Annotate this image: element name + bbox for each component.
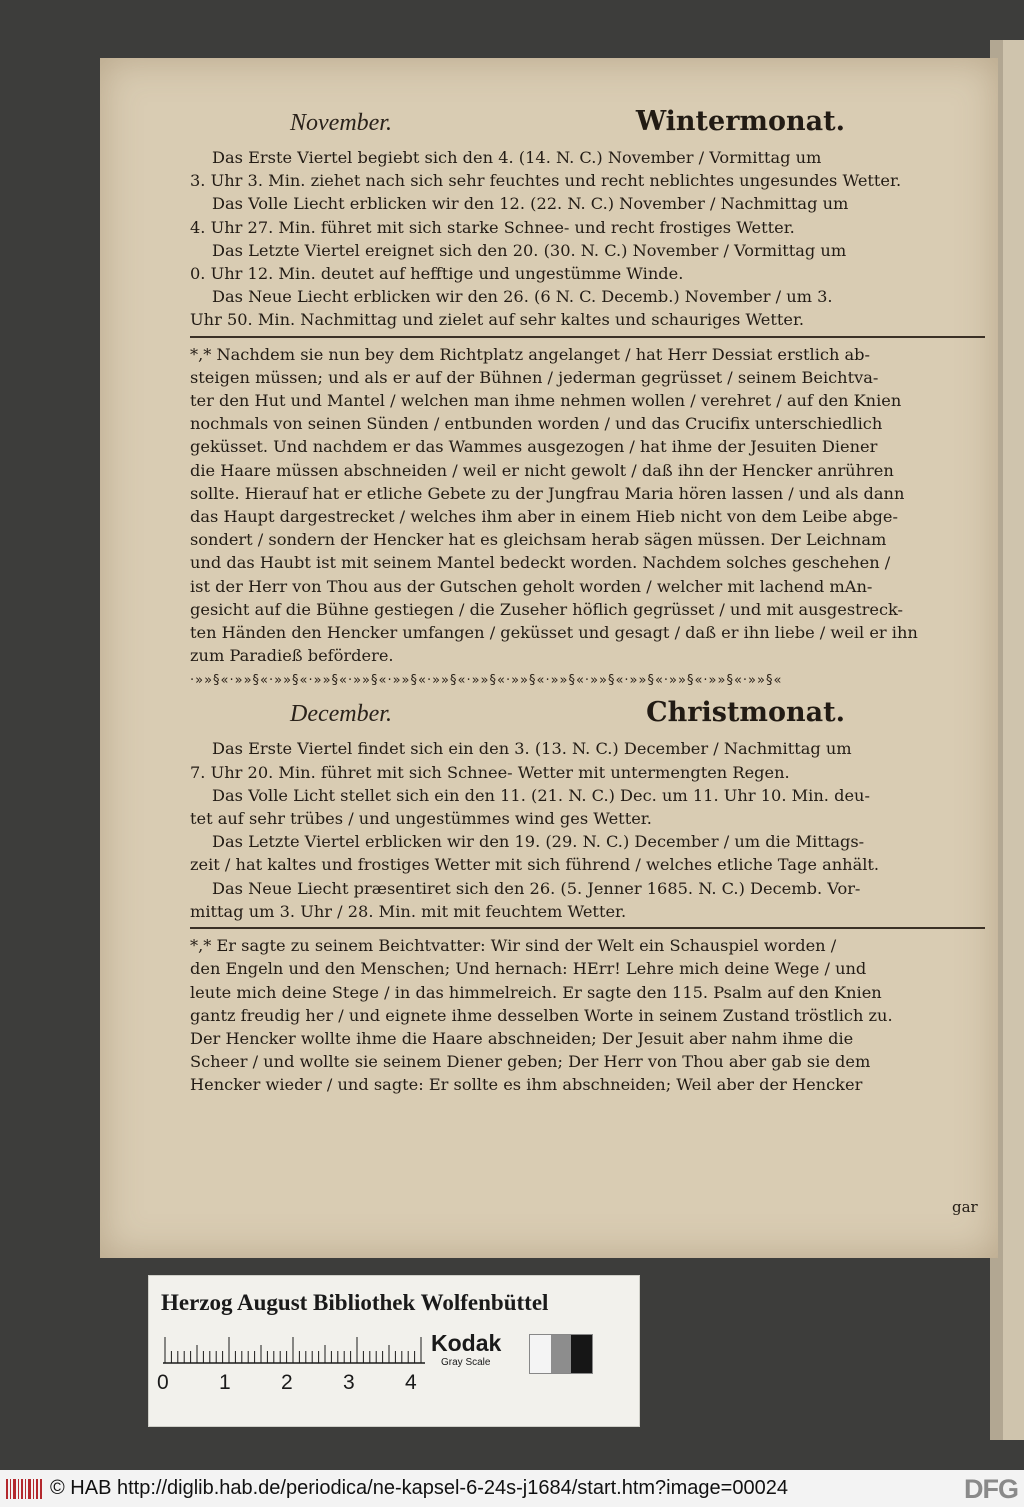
ruler-number: 2: [281, 1371, 293, 1394]
text-line: *,* Nachdem sie nun bey dem Richtplatz angelanget / hat Herr Dessiat erstlich ab-: [190, 344, 871, 364]
divider-rule: [190, 927, 985, 929]
text-line: Das Letzte Viertel ereignet sich den 20. (30. N. C.) November / Vormittag um: [212, 240, 847, 260]
kodak-logo: Kodak: [431, 1330, 502, 1356]
text-line: zum Paradieß befördere.: [190, 646, 394, 666]
november-moon-phases: [190, 146, 985, 332]
text-line: sollte. Hierauf hat er etliche Gebete zu der Jungfrau Maria hören lassen / und als dann: [190, 483, 905, 503]
barcode-icon: [4, 1476, 48, 1502]
document-page: [100, 58, 998, 1258]
text-line: *,* Er sagte zu seinem Beichtvatter: Wir sind der Welt ein Schauspiel worden /: [190, 936, 837, 956]
text-line: leute mich deine Stege / in das himmelreich. Er sagte den 115. Psalm auf den Knien: [190, 982, 882, 1002]
text-line: 7. Uhr 20. Min. führet mit sich Schnee- Wetter mit untermengten Regen.: [190, 762, 790, 782]
text-line: und das Haubt ist mit seinem Mantel bedeckt worden. Nachdem solches geschehen /: [190, 553, 891, 573]
text-line: Das Volle Licht stellet sich ein den 11. (21. N. C.) Dec. um 11. Uhr 10. Min. deu-: [212, 785, 870, 805]
gray-patch-black: [571, 1335, 592, 1373]
divider-rule: [190, 336, 985, 338]
gray-scale-label: Gray Scale: [441, 1357, 491, 1368]
text-line: tet auf sehr trübes / und ungestümmes wind ges Wetter.: [190, 809, 652, 829]
library-name: Herzog August Bibliothek Wolfenbüttel: [161, 1290, 549, 1315]
text-line: sondert / sondern der Hencker hat es gleichsam herab sägen müssen. Der Leichnam: [190, 530, 887, 550]
november-latin-title: November.: [290, 110, 392, 136]
text-line: Scheer / und wollte sie seinem Diener geben; Der Herr von Thou aber gab sie dem: [190, 1052, 871, 1072]
text-line: das Haupt dargestrecket / welches ihm aber in einem Hieb nicht von dem Leibe abge-: [190, 507, 898, 527]
text-line: Das Letzte Viertel erblicken wir den 19. (29. N. C.) December / um die Mittags-: [212, 832, 865, 852]
adjacent-page-edge-inner: [1003, 40, 1024, 1440]
page-content: [190, 106, 985, 1097]
text-line: die Haare müssen abschneiden / weil er nicht gewolt / daß ihn der Hencker anrühren: [190, 460, 894, 480]
ruler-number: 1: [219, 1371, 231, 1394]
text-line: Das Neue Liecht erblicken wir den 26. (6 N. C. Decemb.) November / um 3.: [212, 287, 833, 307]
catchword: gar: [952, 1198, 978, 1216]
text-line: gesicht auf die Bühne gestiegen / die Zuseher höflich gegrüsset / und mit ausgestreck-: [190, 599, 904, 619]
text-line: 4. Uhr 27. Min. führet mit sich starke Schnee- und recht frostiges Wetter.: [190, 217, 795, 237]
november-heading: [190, 106, 985, 146]
text-line: zeit / hat kaltes und frostiges Wetter mit sich führend / welches etliche Tage anhält.: [190, 855, 880, 875]
december-latin-title: December.: [290, 701, 392, 728]
ruler-scale: [163, 1336, 425, 1364]
ornamental-border: ·»»§«·»»§«·»»§«·»»§«·»»§«·»»§«·»»§«·»»§«·»»§«·»»§«·»»§«·»»§«·»»§«·»»§«·»»§«: [190, 673, 783, 689]
text-line: Hencker wieder / und sagte: Er sollte es ihm abschneiden; Weil aber der Hencker: [190, 1075, 863, 1095]
text-line: Das Erste Viertel begiebt sich den 4. (14. N. C.) November / Vormittag um: [212, 148, 822, 167]
text-line: steigen müssen; und als er auf der Bühnen / jederman gegrüsset / seinem Beichtva-: [190, 367, 879, 387]
ruler-number: 4: [405, 1371, 417, 1394]
december-moon-phases: [190, 737, 985, 923]
november-story: [190, 343, 985, 668]
text-line: nochmals von seinen Sünden / entbunden worden / und das Crucifix unterschiedlich: [190, 414, 883, 434]
ruler-number: 3: [343, 1371, 355, 1394]
gray-patch-mid: [551, 1335, 572, 1373]
footer-bar: [0, 1470, 1024, 1507]
text-line: den Engeln und den Menschen; Und hernach: HErr! Lehre mich deine Wege / und: [190, 959, 867, 979]
december-heading: [190, 697, 985, 737]
text-line: Das Erste Viertel findet sich ein den 3. (13. N. C.) December / Nachmittag um: [212, 739, 852, 759]
november-german-title: Wintermonat.: [635, 106, 845, 137]
gray-patch-white: [530, 1335, 551, 1373]
text-line: geküsset. Und nachdem er das Wammes ausgezogen / hat ihme der Jesuiten Diener: [190, 437, 878, 457]
text-line: 3. Uhr 3. Min. ziehet nach sich sehr feuchtes und recht neblichtes ungesundes Wetter.: [190, 171, 902, 191]
dfg-logo: DFG: [964, 1474, 1018, 1504]
text-line: Uhr 50. Min. Nachmittag und zielet auf sehr kaltes und schauriges Wetter.: [190, 310, 805, 330]
text-line: ten Händen den Hencker umfangen / geküsset und gesagt / daß er ihn liebe / weil er ihn: [190, 623, 918, 643]
text-line: 0. Uhr 12. Min. deutet auf hefftige und ungestümme Winde.: [190, 264, 684, 284]
text-line: gantz freudig her / und eignete ihme desselben Worte in seinem Zustand tröstlich zu.: [190, 1005, 893, 1025]
text-line: Das Volle Liecht erblicken wir den 12. (22. N. C.) November / Nachmittag um: [212, 194, 849, 214]
ruler-number: 0: [157, 1371, 169, 1394]
library-color-card: [148, 1275, 640, 1427]
text-line: Das Neue Liecht præsentiret sich den 26. (5. Jenner 1685. N. C.) Decemb. Vor-: [212, 878, 861, 898]
text-line: mittag um 3. Uhr / 28. Min. mit mit feuchtem Wetter.: [190, 901, 627, 921]
text-line: ter den Hut und Mantel / welchen man ihme nehmen wollen / verehret / auf den Knien: [190, 391, 902, 411]
december-story: [190, 934, 985, 1096]
ruler-numbers: [157, 1371, 457, 1397]
gray-scale-patches: [529, 1334, 593, 1374]
text-line: Der Hencker wollte ihme die Haare abschneiden; Der Jesuit aber nahm ihme die: [190, 1028, 854, 1048]
text-line: ist der Herr von Thou aus der Gutschen geholt worden / welcher mit lachend mAn-: [190, 576, 873, 596]
source-url[interactable]: © HAB http://diglib.hab.de/periodica/ne-kapsel-6-24s-j1684/start.htm?image=00024: [50, 1477, 788, 1499]
december-german-title: Christmonat.: [646, 697, 845, 729]
